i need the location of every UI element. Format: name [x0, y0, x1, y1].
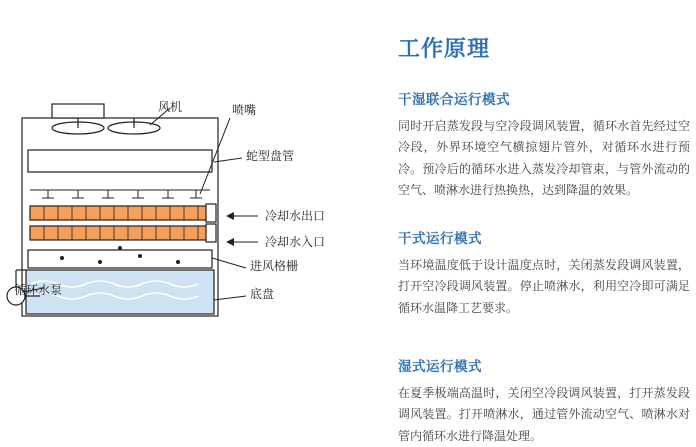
fan-deck: [52, 104, 104, 118]
coil-bundle-upper: [30, 206, 210, 220]
diagram-label-base-pan: 底盘: [250, 287, 275, 301]
diagram-label-circulating-water-pump: 循环水泵: [14, 283, 63, 297]
diagram-label-serpentine-coil: 蛇型盘管: [246, 149, 295, 163]
section-body: 在夏季极端高温时，关闭空冷段调风装置，打开蒸发段调风装置。打开喷淋水，通过管外流动空气、喷淋水对管内循环水进行降温处理。: [398, 386, 690, 443]
section-body: 当环境温度低于设计温度点时，关闭蒸发段调风装置，打开空冷段调风装置。停止喷淋水，利用空冷即可满足循环水温降工艺要求。: [398, 258, 690, 315]
section-heading: 干式运行模式: [398, 231, 482, 246]
diagram-label-cooling-water-inlet: 冷却水入口: [265, 235, 326, 249]
content-column: [398, 0, 696, 443]
diagram-label-nozzle: 喷嘴: [232, 103, 257, 117]
coil-bundle-lower: [30, 226, 210, 240]
section-heading: 干湿联合运行模式: [398, 92, 510, 107]
drift-eliminator: [28, 150, 212, 172]
air-inlet-grille-shape: [28, 250, 212, 268]
page-title: 工作原理: [398, 36, 491, 61]
diagram-label-air-inlet-grille: 进风格栅: [250, 259, 299, 273]
section-dry-mode: [398, 227, 690, 319]
section-combined-mode: [398, 88, 690, 201]
section-body: 同时开启蒸发段与空冷段调风装置，循环水首先经过空冷段，外界环境空气横掠翅片管外，对循环水进行预冷。预冷后的循环水进入蒸发冷却管束，与管外流动的空气、喷淋水进行热换热，达到降温的效果。: [398, 119, 690, 198]
diagram-label-fan: 风机: [158, 100, 183, 114]
section-wet-mode: [398, 355, 690, 447]
section-heading: 湿式运行模式: [398, 359, 482, 374]
diagram-label-cooling-water-outlet: 冷却水出口: [265, 209, 326, 223]
